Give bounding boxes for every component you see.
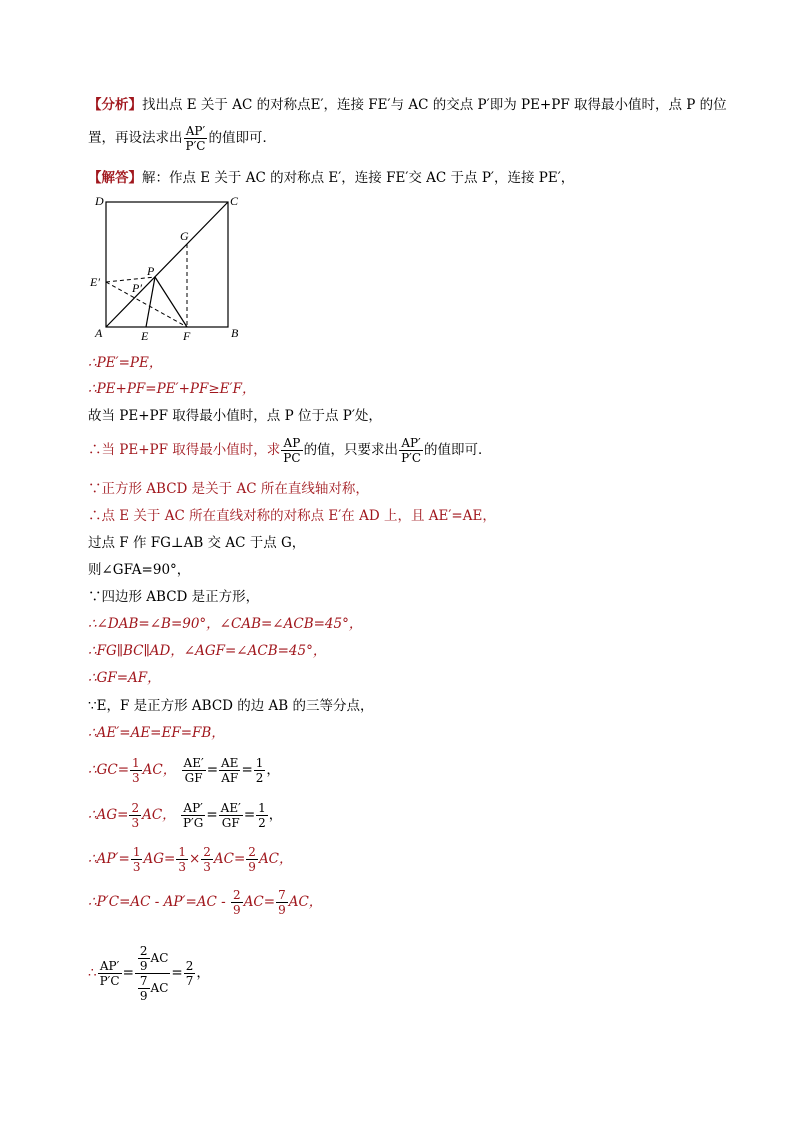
step-8: 则∠GFA=90°， <box>88 562 191 578</box>
answer-text: 解：作点 E 关于 AC 的对称点 E′，连接 FE′交 AC 于点 P′，连接 PE′， <box>142 170 575 186</box>
step-3: 故当 PE+PF 取得最小值时，点 P 位于点 P′处， <box>88 408 382 424</box>
step-15-text-d: = <box>241 762 253 778</box>
step-6: ∴点 E 关于 AC 所在直线对称的对称点 E′在 AD 上，且 AE′=AE， <box>88 508 496 524</box>
analysis-text-2b: 的值即可． <box>208 130 276 146</box>
fraction-numerator: AP′ <box>99 959 120 973</box>
step-17 <box>88 845 293 874</box>
step-10: ∴∠DAB=∠B=90°，∠CAB=∠ACB=45°， <box>88 616 363 632</box>
diagonal-ac <box>106 202 228 327</box>
fraction <box>184 959 196 988</box>
step-17-text-e: AC， <box>258 851 293 867</box>
analysis-line-2 <box>88 124 276 153</box>
fraction-denominator: 3 <box>178 860 186 874</box>
label-e: E <box>141 329 149 343</box>
fraction <box>276 888 288 917</box>
step-12: ∴GF=AF， <box>88 670 161 686</box>
step-4 <box>88 436 492 465</box>
analysis-text-2a: 置，再设法求出 <box>88 130 183 146</box>
step-11: ∴FG∥BC∥AD，∠AGF=∠ACB=45°， <box>88 643 327 659</box>
fraction-numerator: AP′ <box>183 801 203 815</box>
fraction-denominator: 2 <box>258 816 266 830</box>
fraction-numerator: 1 <box>255 756 264 770</box>
fraction <box>130 756 142 785</box>
fraction <box>176 845 188 874</box>
fraction <box>138 974 150 1003</box>
fraction <box>219 756 240 785</box>
step-16-text-b: AC， <box>142 807 176 823</box>
step-18-text-c: AC， <box>288 894 323 910</box>
compound-denominator <box>135 973 171 1003</box>
label-d: D <box>95 194 104 208</box>
analysis-text-1: 找出点 E 关于 AC 的对称点E′，连接 FE′与 AC 的交点 P′即为 PE+PF 取得最小值时，点 P 的位 <box>142 97 727 113</box>
fraction-denominator: P′C <box>185 139 206 153</box>
step-4-text-c: 的值即可． <box>424 442 492 458</box>
fraction-denominator: 3 <box>132 860 141 874</box>
fraction <box>256 801 268 830</box>
fraction <box>129 801 141 830</box>
fraction-numerator: 2 <box>203 845 211 859</box>
step-15-text-e: ， <box>266 762 280 778</box>
fraction <box>98 959 122 988</box>
step-7: 过点 F 作 FG⊥AB 交 AC 于点 G， <box>88 535 306 551</box>
fraction-numerator: AE′ <box>183 756 204 770</box>
step-13: ∵E，F 是正方形 ABCD 的边 AB 的三等分点， <box>88 698 374 714</box>
fraction-denominator: 9 <box>233 903 241 917</box>
label-p: P <box>147 264 155 278</box>
step-14: ∴AE′=AE=EF=FB， <box>88 725 225 741</box>
compound-numerator <box>135 944 171 973</box>
label-g: G <box>180 229 189 243</box>
fraction-numerator: 1 <box>132 845 141 859</box>
fraction-denominator: P′C <box>401 451 422 465</box>
fraction-denominator: P′G <box>182 816 204 830</box>
fraction-denominator: 3 <box>203 860 211 874</box>
fraction-denominator: 2 <box>255 771 264 785</box>
fraction-denominator: P′C <box>99 974 120 988</box>
step-17-text-d: AC= <box>213 851 246 867</box>
geometry-figure <box>86 190 256 350</box>
fraction <box>201 845 213 874</box>
fraction-numerator: 2 <box>139 944 148 958</box>
fraction-denominator: 9 <box>248 860 256 874</box>
step-16-text-c: = <box>206 807 218 823</box>
step-16-text-e: ， <box>268 807 283 823</box>
step-1: ∴PE′=PE， <box>88 355 163 371</box>
step-19 <box>88 944 210 1003</box>
fraction-numerator: AP′ <box>401 436 421 450</box>
fraction-numerator: 2 <box>131 801 140 815</box>
unit-ac: AC <box>150 981 169 995</box>
fraction-denominator: 3 <box>132 771 140 785</box>
fraction <box>184 124 208 153</box>
fraction <box>219 801 243 830</box>
fraction-numerator: 1 <box>132 756 140 770</box>
fraction <box>182 756 206 785</box>
fraction <box>399 436 423 465</box>
label-a: A <box>95 326 103 340</box>
step-15 <box>88 756 280 785</box>
step-17-text-c: × <box>188 851 201 867</box>
fraction-numerator: AP′ <box>185 124 206 138</box>
step-18-text-a: ∴P′C=AC - AP′=AC - <box>88 894 231 910</box>
fraction-numerator: 2 <box>248 845 256 859</box>
fraction <box>254 756 266 785</box>
step-15-text-a: ∴GC= <box>88 762 130 778</box>
step-4-text-a: ∴当 PE+PF 取得最小值时，求 <box>88 442 281 458</box>
fraction-numerator: AE′ <box>220 801 241 815</box>
step-15-text-b: AC， <box>142 762 177 778</box>
fraction <box>231 888 243 917</box>
fraction-numerator: 1 <box>258 801 266 815</box>
step-16 <box>88 801 282 830</box>
step-5: ∵正方形 ABCD 是关于 AC 所在直线轴对称， <box>88 481 369 497</box>
step-16-text-a: ∴AG= <box>88 807 129 823</box>
step-17-text-a: ∴AP′= <box>88 851 130 867</box>
fraction-numerator: AE <box>221 756 239 770</box>
step-18-text-b: AC= <box>243 894 276 910</box>
fraction <box>281 436 302 465</box>
analysis-tag: 【分析】 <box>88 97 142 113</box>
fraction <box>246 845 258 874</box>
label-c: C <box>230 194 239 208</box>
answer-line <box>88 168 574 188</box>
step-16-text-d: = <box>243 807 256 823</box>
step-19-text-e: ， <box>196 965 210 981</box>
fraction-denominator: 3 <box>131 816 140 830</box>
unit-ac: AC <box>150 951 169 965</box>
fraction-denominator: PC <box>283 451 301 465</box>
fraction-denominator: AF <box>219 770 240 785</box>
dashed-ep-f <box>106 282 187 327</box>
fraction-numerator: 2 <box>233 888 241 902</box>
analysis-line-1 <box>88 95 727 115</box>
label-e-prime: E′ <box>90 275 100 289</box>
step-19-text-a: ∴ <box>88 965 97 981</box>
step-17-text-b: AG= <box>143 851 176 867</box>
fraction-denominator: GF <box>182 770 206 785</box>
label-f: F <box>183 329 191 343</box>
step-9: ∵四边形 ABCD 是正方形， <box>88 589 260 605</box>
step-19-text-c: = <box>171 965 183 981</box>
step-15-text-c: = <box>206 762 219 778</box>
label-b: B <box>231 326 239 340</box>
fraction-denominator: 9 <box>278 903 286 917</box>
answer-tag: 【解答】 <box>88 170 142 186</box>
fraction <box>131 845 143 874</box>
fraction-numerator: 1 <box>178 845 186 859</box>
fraction-denominator: 9 <box>139 959 148 973</box>
fraction <box>181 801 205 830</box>
fraction-numerator: 7 <box>278 888 286 902</box>
fraction <box>138 944 150 973</box>
segment-pf <box>155 277 187 327</box>
step-18 <box>88 888 322 917</box>
fraction-denominator: 9 <box>139 989 148 1003</box>
fraction-numerator: 2 <box>185 959 194 973</box>
step-4-text-b: 的值，只要求出 <box>303 442 399 458</box>
fraction-numerator: AP <box>283 436 301 450</box>
compound-fraction <box>135 944 171 1003</box>
step-19-text-b: = <box>122 965 134 981</box>
fraction-denominator: GF <box>219 815 243 830</box>
label-p-prime: P′ <box>132 281 142 295</box>
step-2: ∴PE+PF=PE′+PF≥E′F， <box>88 381 256 397</box>
fraction-denominator: 7 <box>185 974 194 988</box>
fraction-numerator: 7 <box>139 974 148 988</box>
